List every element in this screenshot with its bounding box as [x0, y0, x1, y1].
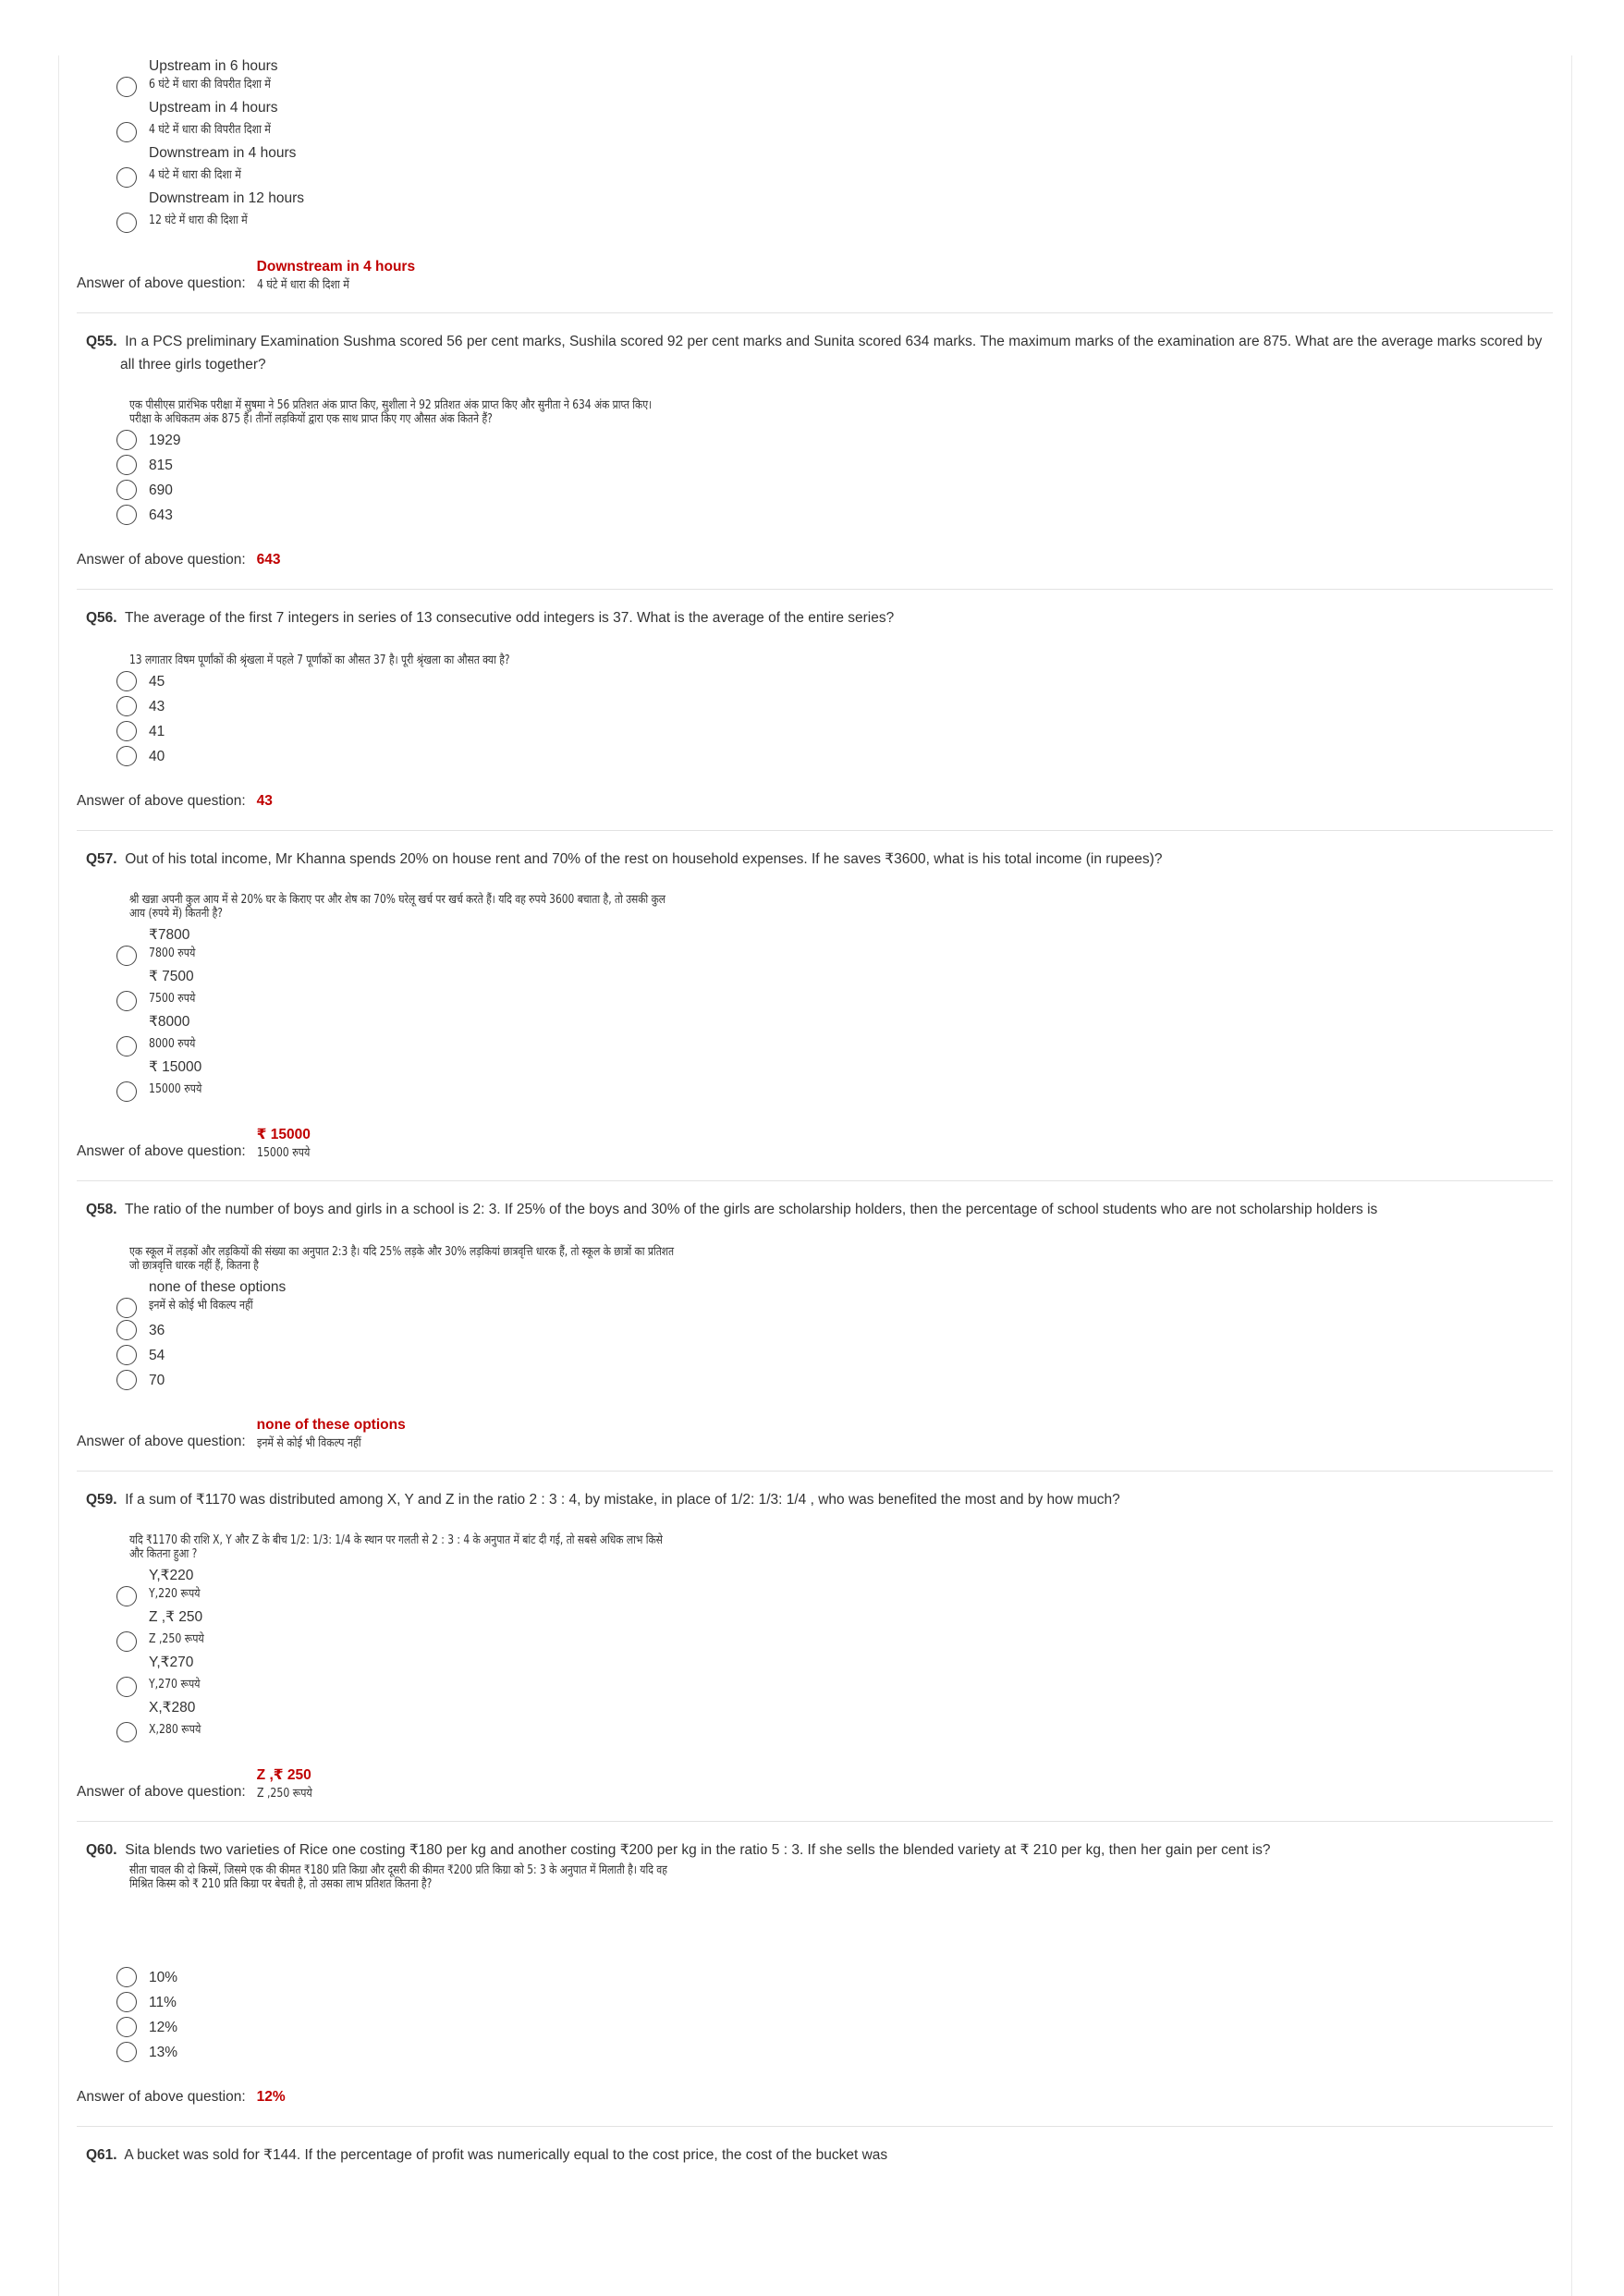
option-text: 13% — [149, 2045, 178, 2060]
option-text-hi: 12 घंटे में धारा की दिशा में — [149, 214, 248, 227]
option-text-en: X,₹280 — [149, 1700, 196, 1716]
question-number: Q60. — [86, 1842, 117, 1858]
answer-row — [77, 552, 1553, 568]
answer-value: Z ,₹ 250 — [256, 1767, 311, 1783]
question-text-en: A bucket was sold for ₹144. If the percentage of profit was numerically equal to the cost price, the cost of the bucket was — [124, 2147, 888, 2163]
answer-value: 643 — [256, 552, 281, 568]
option-text-hi: इनमें से कोई भी विकल्प नहीं — [149, 1299, 253, 1313]
question-text-hi: यदि ₹1170 की राशि X, Y और Z के बीच 1/2: 1/3: 1/4 के स्थान पर गलती से 2 : 3 : 4 के अनुपात में बांट दी गई, तो सबसे अधिक लाभ किसे और कितना हुआ ? — [129, 1533, 663, 1561]
options-q54 — [116, 54, 1553, 233]
question-text — [86, 848, 1553, 871]
question-q54 — [77, 54, 1553, 313]
question-text — [86, 1488, 1553, 1511]
question-text — [86, 606, 1553, 629]
answer-row — [77, 1126, 1553, 1160]
option-text-en: ₹7800 — [149, 927, 190, 943]
radio-button[interactable] — [116, 1677, 137, 1697]
radio-button[interactable] — [116, 1345, 137, 1365]
option-text: 41 — [149, 724, 165, 739]
option-text-en: ₹ 7500 — [149, 969, 194, 984]
option-item[interactable] — [116, 478, 1553, 503]
answer-label: Answer of above question: — [77, 552, 246, 568]
answer-value-hi: इनमें से कोई भी विकल्प नहीं — [256, 1436, 361, 1450]
radio-button[interactable] — [116, 696, 137, 716]
question-text — [86, 2143, 1553, 2167]
question-text-hi: सीता चावल की दो किस्में, जिसमे एक की कीमत ₹180 प्रति किग्रा और दूसरी की कीमत ₹200 प्रति किग्रा को 5: 3 के अनुपात में मिलाती है। यदि वह मिश्रित किस्म को ₹ 210 प्रति किग्रा पर बेचती है, तो उसका लाभ प्रतिशत कितना है? — [129, 1863, 667, 1891]
answer-label: Answer of above question: — [77, 2089, 246, 2105]
option-text: 10% — [149, 1970, 178, 1985]
option-item[interactable] — [116, 1296, 1553, 1318]
option-item[interactable] — [116, 1343, 1553, 1368]
radio-button[interactable] — [116, 1722, 137, 1742]
option-item[interactable] — [116, 453, 1553, 478]
radio-button[interactable] — [116, 213, 137, 233]
option-text: 643 — [149, 507, 173, 523]
answer-value-hi: Z ,250 रूपये — [256, 1787, 312, 1801]
option-text-en: Downstream in 12 hours — [149, 190, 304, 206]
radio-button[interactable] — [116, 1631, 137, 1652]
answer-row — [77, 259, 1553, 292]
question-q58 — [77, 1181, 1553, 1472]
radio-button[interactable] — [116, 2042, 137, 2062]
question-number: Q58. — [86, 1202, 117, 1217]
question-q56 — [77, 590, 1553, 831]
option-item[interactable] — [116, 944, 1553, 989]
answer-label: Answer of above question: — [77, 1434, 246, 1449]
radio-button[interactable] — [116, 1992, 137, 2012]
option-text-hi: 4 घंटे में धारा की विपरीत दिशा में — [149, 123, 271, 137]
option-text-en: Y,₹220 — [149, 1568, 194, 1583]
radio-button[interactable] — [116, 430, 137, 450]
option-text-hi: Y,270 रूपये — [149, 1678, 201, 1691]
radio-button[interactable] — [116, 946, 137, 966]
answer-row — [77, 1417, 1553, 1450]
answer-row — [77, 1766, 1553, 1801]
option-item[interactable] — [116, 1318, 1553, 1343]
question-text-hi: श्री खन्ना अपनी कुल आय में से 20% घर के किराए पर और शेष का 70% घरेलू खर्च पर खर्च करते हैं। यदि वह रुपये 3600 बचाता है, तो उसकी कुल आय (रुपये में) कितनी है? — [129, 893, 665, 921]
option-item[interactable] — [116, 503, 1553, 528]
option-item[interactable] — [116, 75, 1553, 120]
option-item[interactable] — [116, 744, 1553, 769]
question-q57 — [77, 831, 1553, 1181]
option-text-en: Y,₹270 — [149, 1655, 194, 1670]
question-q61 — [77, 2127, 1553, 2167]
option-text: 11% — [149, 1995, 177, 2010]
option-item[interactable] — [116, 2015, 1553, 2040]
option-item[interactable] — [116, 1034, 1553, 1080]
question-q60 — [77, 1822, 1553, 2127]
option-text: 45 — [149, 674, 165, 690]
question-q55 — [77, 313, 1553, 590]
option-text: 12% — [149, 2020, 178, 2035]
option-text: 40 — [149, 749, 165, 764]
answer-value-hi: 15000 रुपये — [256, 1146, 310, 1160]
option-text: 690 — [149, 482, 173, 498]
question-number: Q59. — [86, 1492, 117, 1508]
question-text-en: If a sum of ₹1170 was distributed among X, Y and Z in the ratio 2 : 3 : 4, by mistake, in place of 1/2: 1/3: 1/4 , who was benefited the most and by how much? — [125, 1492, 1120, 1508]
option-item[interactable] — [116, 1630, 1553, 1675]
radio-button[interactable] — [116, 455, 137, 475]
option-text-en: none of these options — [149, 1279, 287, 1295]
radio-button[interactable] — [116, 1967, 137, 1987]
option-item[interactable] — [116, 428, 1553, 453]
question-text-en: The average of the first 7 integers in series of 13 consecutive odd integers is 37. What is the average of the entire series? — [124, 610, 895, 626]
question-text-hi: एक स्कूल में लड़कों और लड़कियों की संख्या का अनुपात 2:3 है। यदि 25% लड़के और 30% लड़कियां छात्रवृत्ति धारक हैं, तो स्कूल के छात्रों का प्रतिशत जो छात्रवृत्ति धारक नहीं हैं, कितना है — [129, 1245, 675, 1273]
option-item[interactable] — [116, 694, 1553, 719]
question-text-en: Sita blends two varieties of Rice one costing ₹180 per kg and another costing ₹200 per kg in the ratio 5 : 3. If she sells the blended variety at ₹ 210 per kg, then her gain per cent is? — [125, 1842, 1271, 1858]
radio-button[interactable] — [116, 1586, 137, 1606]
option-text-en: Downstream in 4 hours — [149, 145, 297, 161]
question-text-en: Out of his total income, Mr Khanna spends 20% on house rent and 70% of the rest on household expenses. If he saves ₹3600, what is his total income (in rupees)? — [125, 851, 1163, 867]
radio-button[interactable] — [116, 505, 137, 525]
question-text-en: In a PCS preliminary Examination Sushma scored 56 per cent marks, Sushila scored 92 per cent marks and Sunita scored 634 marks. The maximum marks of the examination are 875. What are the average marks scored by all three girls together? — [120, 334, 1543, 372]
question-text-hi: एक पीसीएस प्रारंभिक परीक्षा में सुषमा ने 56 प्रतिशत अंक प्राप्त किए, सुशीला ने 92 प्रतिशत अंक प्राप्त किए और सुनीता ने 634 अंक प्राप्त किए। परीक्षा के अधिकतम अंक 875 हैं। तीनों लड़कियों द्वारा एक साथ प्राप्त किए गए औसत अंक कितने हैं? — [129, 398, 653, 426]
option-text-hi: Y,220 रूपये — [149, 1587, 201, 1601]
answer-value-hi: 4 घंटे में धारा की दिशा में — [256, 278, 349, 292]
answer-label: Answer of above question: — [77, 1784, 246, 1800]
question-text — [86, 1198, 1553, 1221]
option-text-hi: 4 घंटे में धारा की दिशा में — [149, 168, 241, 182]
options-q56 — [116, 669, 1553, 769]
option-text-en: ₹8000 — [149, 1014, 190, 1030]
question-list — [77, 55, 1553, 2167]
option-text-hi: 8000 रुपये — [149, 1037, 196, 1051]
answer-value: 43 — [256, 793, 273, 809]
left-border — [58, 55, 59, 2296]
option-item[interactable] — [116, 719, 1553, 744]
options-q60 — [116, 1965, 1553, 2065]
radio-button[interactable] — [116, 1298, 137, 1318]
radio-button[interactable] — [116, 671, 137, 691]
answer-label: Answer of above question: — [77, 275, 246, 291]
option-text-hi: 7800 रुपये — [149, 946, 196, 960]
option-item[interactable] — [116, 165, 1553, 211]
option-item[interactable] — [116, 1965, 1553, 1990]
option-item[interactable] — [116, 211, 1553, 233]
option-text-hi: 15000 रुपये — [149, 1082, 202, 1096]
option-item[interactable] — [116, 989, 1553, 1034]
options-q58 — [116, 1275, 1553, 1393]
answer-value: ₹ 15000 — [256, 1127, 311, 1142]
option-item[interactable] — [116, 1675, 1553, 1720]
option-text-hi: X,280 रूपये — [149, 1723, 201, 1737]
right-border — [1571, 55, 1572, 2296]
radio-button[interactable] — [116, 1370, 137, 1390]
radio-button[interactable] — [116, 2017, 137, 2037]
question-number: Q56. — [86, 610, 117, 626]
options-q55 — [116, 428, 1553, 528]
question-number: Q61. — [86, 2147, 117, 2163]
answer-value: none of these options — [256, 1417, 406, 1433]
radio-button[interactable] — [116, 746, 137, 766]
answer-row — [77, 2089, 1553, 2106]
option-item[interactable] — [116, 1368, 1553, 1393]
radio-button[interactable] — [116, 480, 137, 500]
option-item[interactable] — [116, 1720, 1553, 1742]
radio-button[interactable] — [116, 1036, 137, 1056]
question-text-en: The ratio of the number of boys and girls in a school is 2: 3. If 25% of the boys and 30% of the girls are scholarship holders, then the percentage of school students who are not scholarship holders is — [124, 1202, 1378, 1217]
question-number: Q57. — [86, 851, 117, 867]
option-item[interactable] — [116, 1584, 1553, 1630]
option-item[interactable] — [116, 120, 1553, 165]
radio-button[interactable] — [116, 167, 137, 188]
radio-button[interactable] — [116, 77, 137, 97]
radio-button[interactable] — [116, 991, 137, 1011]
option-text: 43 — [149, 699, 165, 714]
option-text-hi: 6 घंटे में धारा की विपरीत दिशा में — [149, 78, 271, 92]
option-text-en: Upstream in 6 hours — [149, 58, 278, 74]
option-text: 1929 — [149, 433, 181, 448]
answer-value: 12% — [256, 2089, 286, 2105]
option-text-en: 54 — [149, 1348, 165, 1363]
option-item[interactable] — [116, 1990, 1553, 2015]
option-text-hi: 7500 रुपये — [149, 992, 196, 1006]
answer-label: Answer of above question: — [77, 1143, 246, 1159]
option-text: 815 — [149, 458, 173, 473]
options-q57 — [116, 922, 1553, 1102]
option-text-en: 36 — [149, 1323, 165, 1338]
option-text-hi: Z ,250 रूपये — [149, 1632, 204, 1646]
answer-value: Downstream in 4 hours — [256, 259, 416, 275]
radio-button[interactable] — [116, 721, 137, 741]
question-q59 — [77, 1472, 1553, 1822]
radio-button[interactable] — [116, 122, 137, 142]
option-text-en: ₹ 15000 — [149, 1059, 202, 1075]
answer-row — [77, 793, 1553, 810]
option-item[interactable] — [116, 1080, 1553, 1102]
option-item[interactable] — [116, 2040, 1553, 2065]
option-text-en: Z ,₹ 250 — [149, 1609, 203, 1625]
radio-button[interactable] — [116, 1081, 137, 1102]
question-text — [86, 1838, 1553, 1862]
question-text — [86, 330, 1553, 376]
question-number: Q55. — [86, 334, 117, 349]
radio-button[interactable] — [116, 1320, 137, 1340]
options-q59 — [116, 1563, 1553, 1742]
question-text-hi: 13 लगातार विषम पूर्णांकों की श्रृंखला में पहले 7 पूर्णांकों का औसत 37 है। पूरी श्रृंखला का औसत क्या है? — [129, 653, 510, 667]
option-item[interactable] — [116, 669, 1553, 694]
option-text-en: 70 — [149, 1373, 165, 1388]
option-text-en: Upstream in 4 hours — [149, 100, 278, 116]
answer-label: Answer of above question: — [77, 793, 246, 809]
